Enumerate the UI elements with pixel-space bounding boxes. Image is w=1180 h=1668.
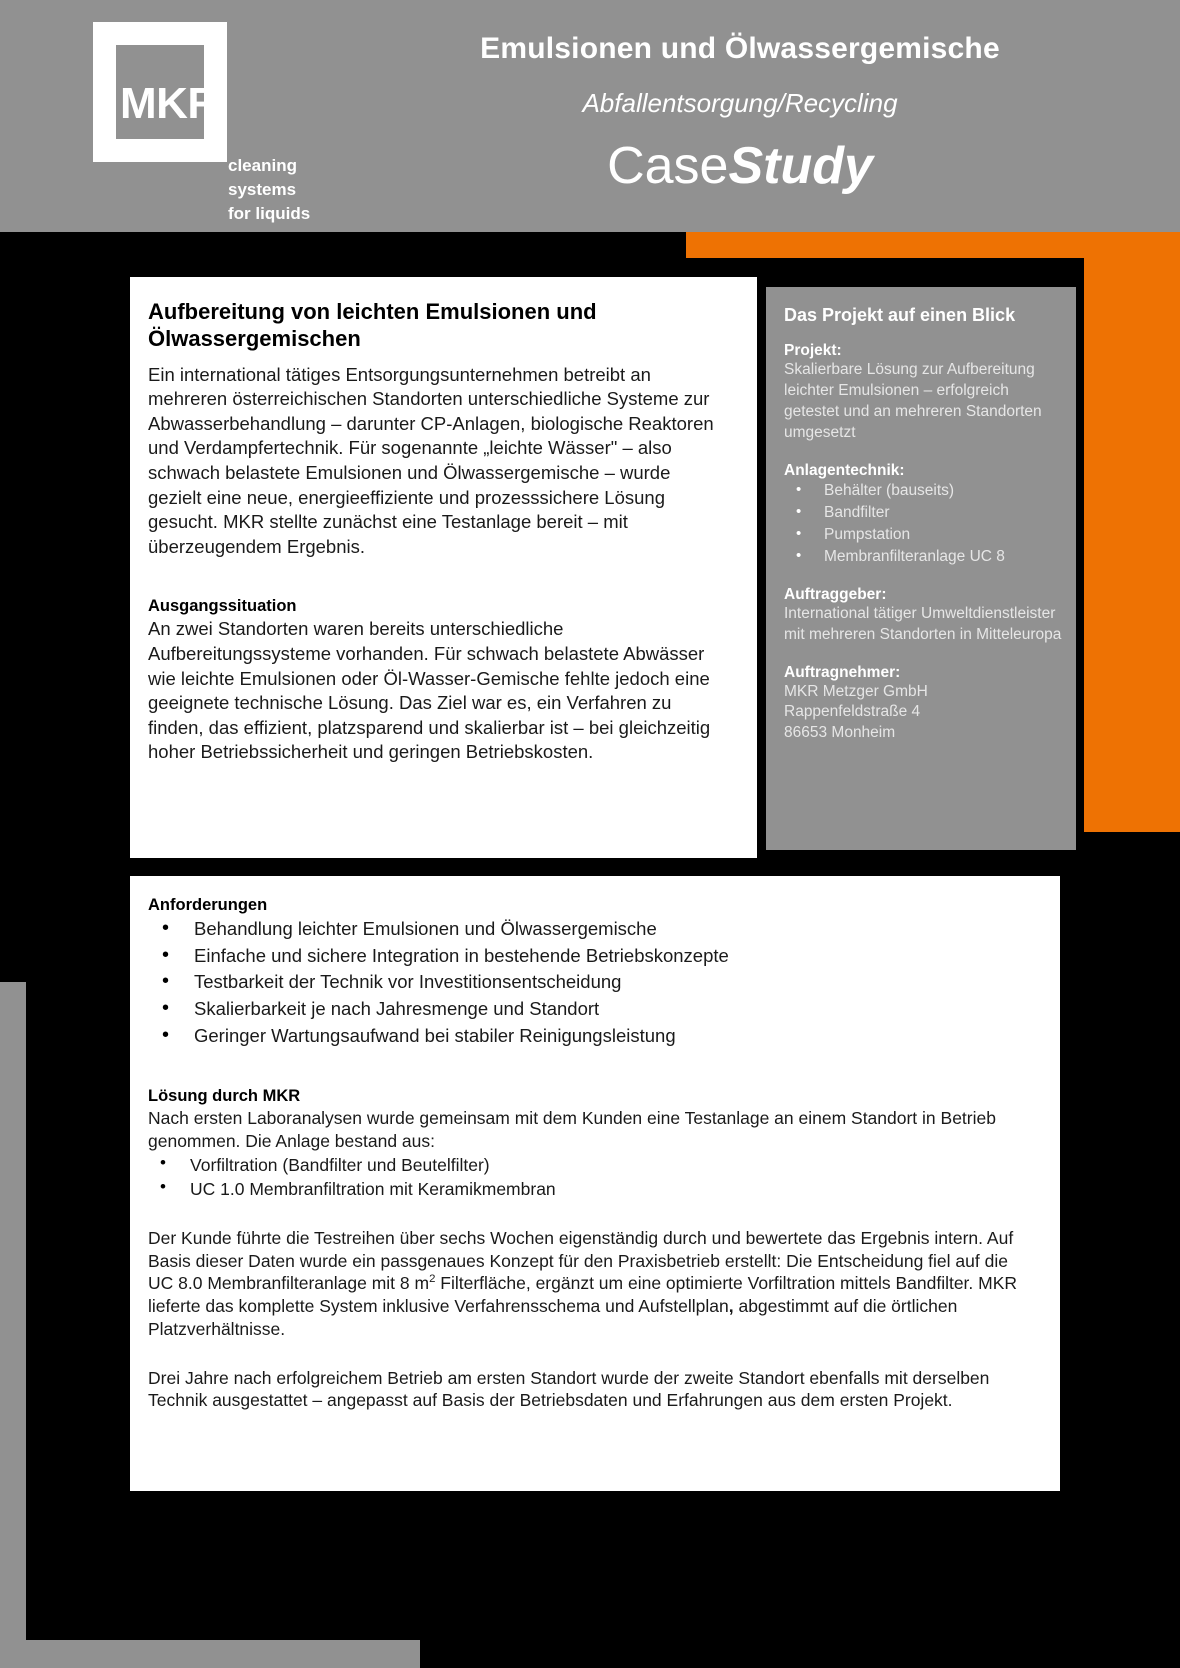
auftragnehmer-line-3: 86653 Monheim — [784, 724, 896, 742]
logo-tagline-line-1: cleaning — [228, 156, 297, 175]
anforderungen-heading: Anforderungen — [148, 896, 268, 914]
loesung-list — [148, 1153, 1038, 1201]
auftragnehmer-line-2: Rappenfeldstraße 4 — [784, 703, 921, 721]
logo-tagline-line-2: systems — [228, 180, 297, 200]
anlagentechnik-label: Anlagentechnik: — [784, 461, 905, 479]
page-header — [0, 0, 1180, 232]
anforderungen-list — [148, 916, 1038, 1049]
testreihen-text-part1: Der Kunde führte die Testreihen über sechs Wochen eigenständig durch und bewertete das Ergebnis intern. Auf Basis dieser Daten wurde ein passgenaues Konzept für den Praxisbetrieb erstellt: Die Entscheidung fiel auf die UC 8.0 Membranfilteranlage mit 8 m — [148, 1227, 1014, 1294]
testreihen-paragraph — [148, 1227, 1038, 1341]
main-heading: Aufbereitung von leichten Emulsionen und Ölwassergemischen — [148, 299, 597, 351]
page-subtitle: Abfallentsorgung/Recycling — [582, 88, 898, 118]
list-item: • Bandfilter — [784, 502, 1062, 524]
page-title: Emulsionen und Ölwassergemische — [480, 32, 1000, 65]
auftraggeber-text: International tätiger Umweltdienstleister mit mehreren Standorten in Mitteleuropa — [784, 604, 1062, 643]
main-content-panel — [130, 277, 757, 858]
list-item: • Vorfiltration (Bandfilter und Beutelfilter) — [148, 1153, 1038, 1177]
list-item: • Pumpstation — [784, 524, 1062, 546]
square-meter-superscript: 2 — [429, 1273, 436, 1286]
ausgangssituation-heading: Ausgangssituation — [148, 597, 297, 616]
project-summary-title: Das Projekt auf einen Blick — [784, 305, 1016, 325]
list-item: • Behandlung leichter Emulsionen und Ölwassergemische — [148, 916, 1038, 943]
logo-wordmark: MKR — [120, 79, 219, 128]
list-item: • Skalierbarkeit je nach Jahresmenge und Standort — [148, 996, 1038, 1023]
list-item: • Testbarkeit der Technik vor Investitionsentscheidung — [148, 969, 1038, 996]
list-item: • Membranfilteranlage UC 8 — [784, 546, 1062, 568]
document-type-label — [330, 137, 1150, 195]
doc-type-case: Case — [607, 137, 729, 195]
testreihen-text-part2: Filterfläche, ergänzt um eine optimierte Vorfiltration mittels Bandfilter. MKR lieferte das komplette System inklusive Verfahrensschema und Aufstellplan — [148, 1273, 1018, 1317]
list-item: • Behälter (bauseits) — [784, 480, 1062, 502]
auftraggeber-label: Auftraggeber: — [784, 585, 887, 603]
mkr-logo — [93, 22, 323, 222]
zweiter-standort-paragraph: Drei Jahre nach erfolgreichem Betrieb am ersten Standort wurde der zweite Standort ebenfalls mit derselben Technik ausgestattet – angepasst auf Basis der Betriebsdaten und Erfahrungen aus dem ersten Projekt. — [148, 1367, 990, 1411]
list-item: • UC 1.0 Membranfiltration mit Keramikmembran — [148, 1177, 1038, 1201]
anlagentechnik-list — [784, 480, 1062, 568]
mkr-logo-mark-icon — [93, 22, 227, 162]
auftragnehmer-line-1: MKR Metzger GmbH — [784, 682, 928, 700]
projekt-text: Skalierbare Lösung zur Aufbereitung leichter Emulsionen – erfolgreich getestet und an mehreren Standorten umgesetzt — [784, 361, 1042, 441]
logo-tagline-line-3: for liquids — [228, 204, 311, 224]
doc-type-study: Study — [728, 137, 873, 195]
list-item: • Geringer Wartungsaufwand bei stabiler Reinigungsleistung — [148, 1023, 1038, 1050]
project-summary-panel — [766, 287, 1076, 850]
main-intro-paragraph: Ein international tätiges Entsorgungsunternehmen betreibt an mehreren österreichischen Standorten unterschiedliche Systeme zur Abwasserbehandlung – darunter CP-Anlagen, biologische Reaktoren und Verdampfertechnik. Für sogenannte „leichte Wässer" – also schwach belastete Emulsionen und Ölwassergemische – wurde gezielt eine neue, energieeffiziente und prozesssichere Lösung gesucht. MKR stellte zunächst eine Testanlage bereit – mit überzeugendem Ergebnis. — [148, 363, 714, 557]
testreihen-comma: , — [728, 1296, 734, 1317]
testreihen-text-part3: abgestimmt auf die örtlichen Platzverhältnisse. — [148, 1296, 958, 1339]
logo-tagline — [228, 154, 310, 226]
loesung-intro-paragraph: Nach ersten Laboranalysen wurde gemeinsam mit dem Kunden eine Testanlage an einem Standort in Betrieb genommen. Die Anlage bestand aus: — [148, 1108, 996, 1151]
ausgangssituation-paragraph: An zwei Standorten waren bereits unterschiedliche Aufbereitungssysteme vorhanden. Für schwach belastete Abwässer wie leichte Emulsionen oder Öl-Wasser-Gemische fehlte jedoch eine geeignete technische Lösung. Das Ziel war es, ein Verfahren zu finden, das effizient, platzsparend und skalierbar ist – bei gleichzeitig hoher Betriebssicherheit und geringen Betriebskosten. — [148, 618, 711, 763]
gray-accent-left-strip — [0, 982, 26, 1668]
gray-accent-bottom-strip — [0, 1640, 420, 1668]
projekt-label: Projekt: — [784, 342, 842, 359]
requirements-solution-panel — [130, 876, 1060, 1491]
orange-accent-vertical — [1084, 232, 1180, 832]
auftragnehmer-label: Auftragnehmer: — [784, 663, 901, 681]
list-item: • Einfache und sichere Integration in bestehende Betriebskonzepte — [148, 943, 1038, 970]
loesung-heading: Lösung durch MKR — [148, 1087, 301, 1106]
